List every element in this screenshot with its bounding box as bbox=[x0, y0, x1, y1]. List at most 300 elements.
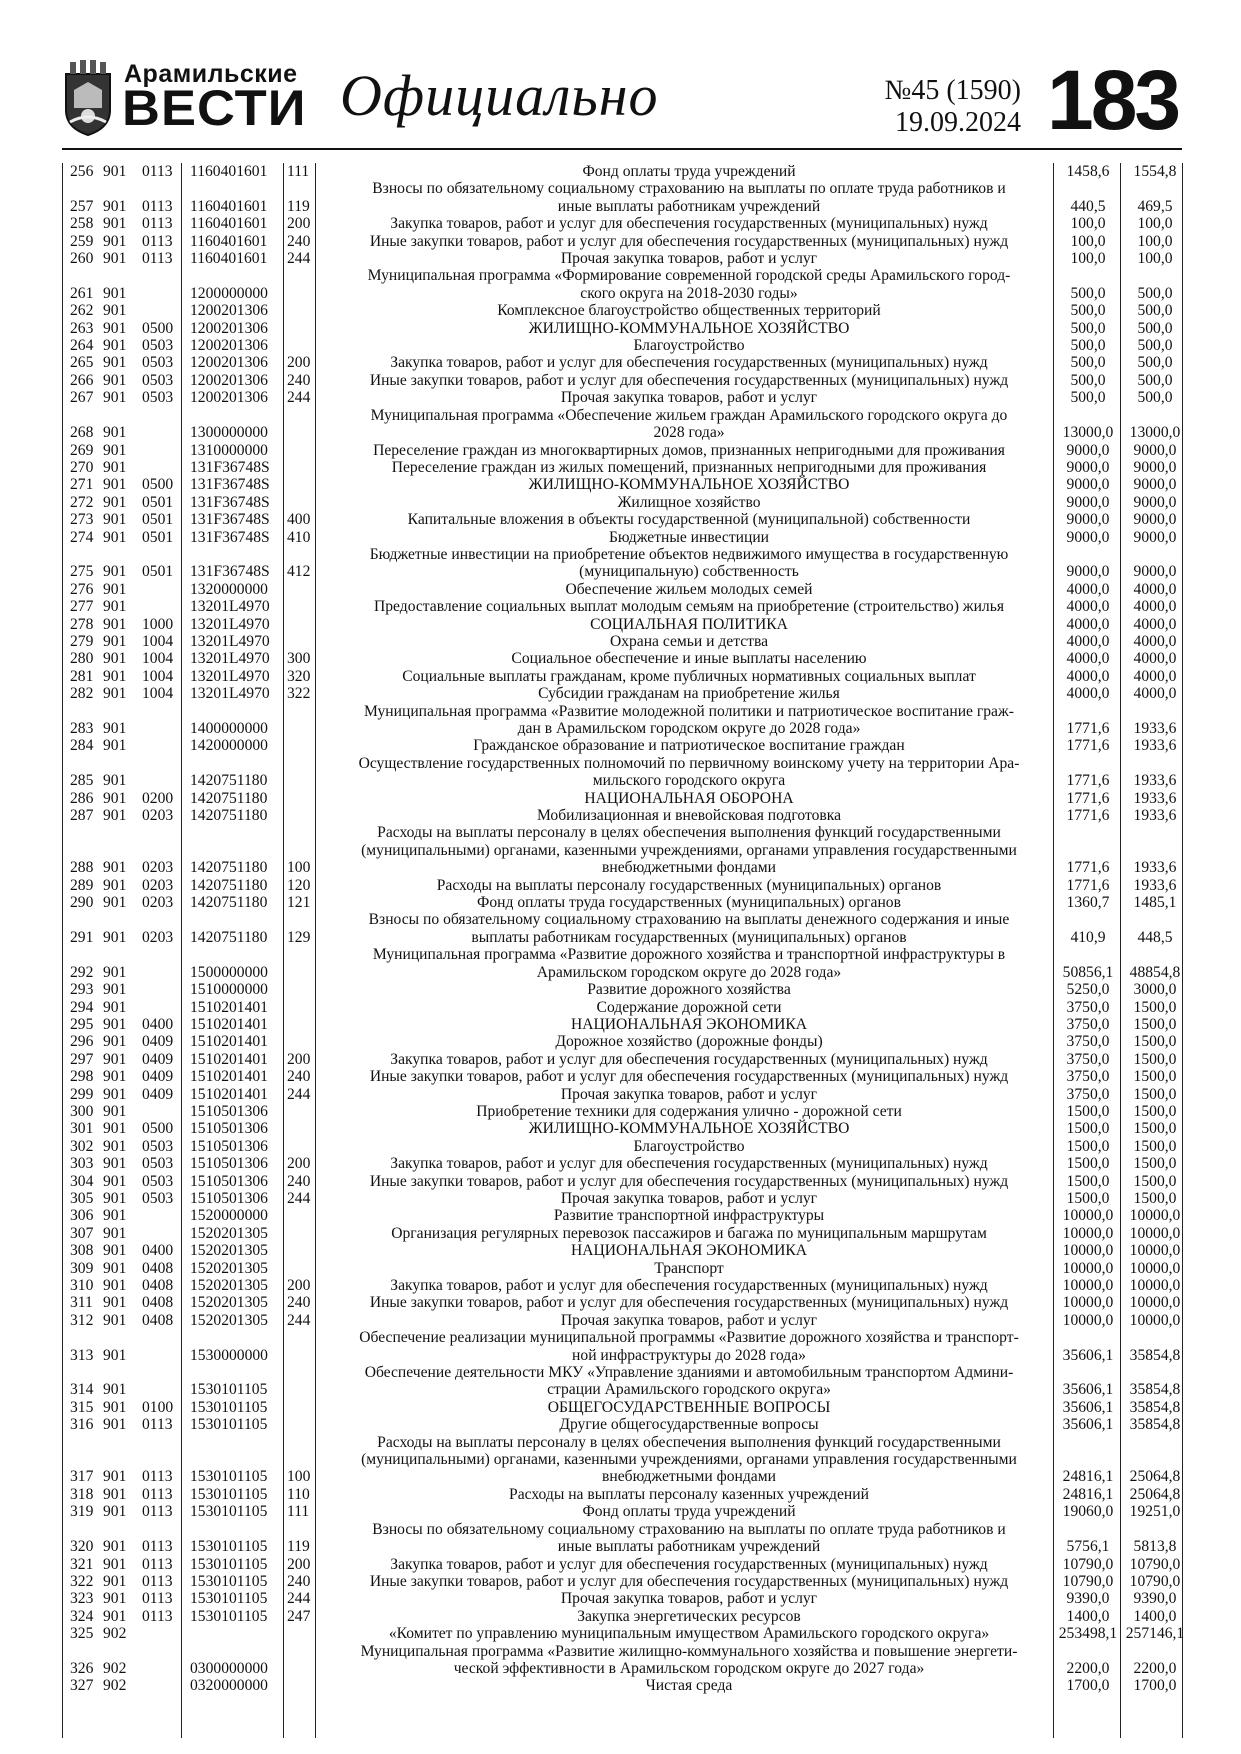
table-row bbox=[62, 442, 1182, 459]
amount-year-1: 4000,0 bbox=[1066, 685, 1110, 703]
amount-year-2: 1500,0 bbox=[1133, 1102, 1177, 1120]
expense-name-line: НАЦИОНАЛЬНАЯ ЭКОНОМИКА bbox=[570, 1015, 808, 1033]
table-row bbox=[62, 790, 1182, 807]
table-row bbox=[62, 598, 1182, 615]
table-row bbox=[62, 1068, 1182, 1085]
table-row bbox=[62, 1138, 1182, 1155]
amount-year-2: 1933,6 bbox=[1133, 807, 1177, 825]
expense-name-line: Расходы на выплаты персоналу государственных (муниципальных) органов bbox=[436, 876, 942, 894]
table-row bbox=[62, 807, 1182, 824]
admin-code: 901 bbox=[103, 807, 127, 825]
expense-name bbox=[324, 407, 1054, 442]
expense-name bbox=[324, 1399, 1054, 1416]
expense-type-code: 240 bbox=[287, 1294, 311, 1312]
table-row bbox=[62, 1086, 1182, 1103]
amount-year-2: 1500,0 bbox=[1133, 1015, 1177, 1033]
expense-name-line: Осуществление государственных полномочий по первичному воинскому учету на территории Ара- bbox=[358, 754, 1020, 772]
row-number: 293 bbox=[70, 981, 94, 999]
target-article-code: 1520201305 bbox=[190, 1311, 268, 1329]
expense-name-line: Иные закупки товаров, работ и услуг для обеспечения государственных (муниципальных) нужд bbox=[369, 371, 1009, 389]
amount-year-1: 1400,0 bbox=[1066, 1607, 1110, 1625]
target-article-code: 1510501306 bbox=[190, 1189, 268, 1207]
amount-year-2: 1933,6 bbox=[1133, 789, 1177, 807]
expense-name-line: Развитие дорожного хозяйства bbox=[587, 981, 791, 999]
amount-year-1: 410,9 bbox=[1070, 928, 1106, 946]
section-code: 0113 bbox=[142, 197, 173, 215]
amount-year-1: 4000,0 bbox=[1066, 667, 1110, 685]
table-row bbox=[62, 1573, 1182, 1590]
admin-code: 901 bbox=[103, 424, 127, 442]
expense-type-code: 244 bbox=[287, 1590, 311, 1608]
amount-year-2: 100,0 bbox=[1137, 215, 1173, 233]
amount-year-2: 4000,0 bbox=[1133, 667, 1177, 685]
target-article-code: 1510201401 bbox=[190, 1033, 268, 1051]
row-number: 303 bbox=[70, 1155, 94, 1173]
expense-type-code: 410 bbox=[287, 528, 311, 546]
row-number: 279 bbox=[70, 632, 94, 650]
amount-year-1: 500,0 bbox=[1070, 319, 1106, 337]
section-code: 0503 bbox=[142, 354, 174, 372]
admin-code: 901 bbox=[103, 685, 127, 703]
target-article-code: 1520201305 bbox=[190, 1277, 268, 1294]
amount-year-1: 1771,6 bbox=[1066, 737, 1110, 755]
row-number: 257 bbox=[70, 197, 94, 215]
expense-name bbox=[324, 1138, 1054, 1155]
expense-name-line: Муниципальная программа «Развитие молодежной политики и патриотическое воспитание граж- bbox=[364, 702, 1014, 720]
row-number: 314 bbox=[70, 1381, 94, 1399]
row-number: 322 bbox=[70, 1572, 94, 1590]
admin-code: 901 bbox=[103, 1311, 127, 1329]
expense-name-line: Прочая закупка товаров, работ и услуг bbox=[560, 1189, 818, 1207]
table-row bbox=[62, 1173, 1182, 1190]
row-number: 277 bbox=[70, 598, 94, 616]
section-code: 0503 bbox=[142, 371, 174, 389]
target-article-code: 0320000000 bbox=[190, 1677, 268, 1695]
expense-name bbox=[324, 703, 1054, 738]
expense-name bbox=[324, 755, 1054, 790]
amount-year-2: 1500,0 bbox=[1133, 1068, 1177, 1086]
expense-name-line: Закупка товаров, работ и услуг для обеспечения государственных (муниципальных) нужд bbox=[390, 215, 988, 233]
target-article-code: 1530101105 bbox=[190, 1381, 268, 1399]
expense-name-line: Муниципальная программа «Обеспечение жильем граждан Арамильского городского округа до bbox=[370, 406, 1008, 424]
admin-code: 901 bbox=[103, 197, 127, 215]
amount-year-2: 48854,8 bbox=[1129, 963, 1181, 981]
target-article-code: 1530101105 bbox=[190, 1485, 268, 1503]
section-code: 0203 bbox=[142, 876, 174, 894]
amount-year-1: 1771,6 bbox=[1066, 859, 1110, 877]
section-code: 0503 bbox=[142, 1137, 174, 1155]
amount-year-2: 1500,0 bbox=[1133, 998, 1177, 1016]
table-row bbox=[62, 1416, 1182, 1433]
expense-name-line: внебюджетными фондами bbox=[602, 859, 776, 877]
expense-name bbox=[324, 1643, 1054, 1678]
row-number: 319 bbox=[70, 1503, 94, 1521]
amount-year-1: 10000,0 bbox=[1062, 1259, 1114, 1277]
section-code: 0503 bbox=[142, 389, 174, 407]
table-row bbox=[62, 1329, 1182, 1364]
expense-name bbox=[324, 598, 1054, 615]
section-code: 0400 bbox=[142, 1242, 174, 1260]
row-number: 294 bbox=[70, 998, 94, 1016]
row-number: 283 bbox=[70, 719, 94, 737]
expense-name-line: Расходы на выплаты персоналу казенных учреждений bbox=[509, 1485, 869, 1503]
expense-name bbox=[324, 650, 1054, 667]
section-code: 0113 bbox=[142, 1590, 173, 1608]
amount-year-2: 1500,0 bbox=[1133, 1155, 1177, 1173]
admin-code: 901 bbox=[103, 876, 127, 894]
amount-year-1: 440,5 bbox=[1070, 197, 1106, 215]
section-code: 0409 bbox=[142, 1033, 174, 1051]
expense-name bbox=[324, 1503, 1054, 1520]
expense-name bbox=[324, 1364, 1054, 1399]
section-code: 1000 bbox=[142, 615, 174, 633]
amount-year-2: 25064,8 bbox=[1129, 1468, 1181, 1486]
amount-year-2: 500,0 bbox=[1137, 319, 1173, 337]
expense-name bbox=[324, 442, 1054, 459]
amount-year-2: 100,0 bbox=[1137, 232, 1173, 250]
expense-name-line: ЖИЛИЩНО-КОММУНАЛЬНОЕ ХОЗЯЙСТВО bbox=[528, 476, 850, 494]
admin-code: 901 bbox=[103, 598, 127, 616]
amount-year-1: 500,0 bbox=[1070, 284, 1106, 302]
amount-year-2: 100,0 bbox=[1137, 250, 1173, 268]
admin-code: 901 bbox=[103, 337, 127, 355]
expense-name-line: «Комитет по управлению муниципальным имуществом Арамильского городского округа» bbox=[388, 1625, 990, 1643]
amount-year-2: 35854,8 bbox=[1129, 1416, 1181, 1434]
amount-year-1: 10790,0 bbox=[1062, 1572, 1114, 1590]
admin-code: 901 bbox=[103, 772, 127, 790]
admin-code: 901 bbox=[103, 476, 127, 494]
page-header bbox=[0, 0, 1241, 150]
section-code: 0500 bbox=[142, 319, 174, 337]
amount-year-2: 10000,0 bbox=[1129, 1242, 1181, 1260]
row-number: 264 bbox=[70, 337, 94, 355]
admin-code: 901 bbox=[103, 1259, 127, 1277]
row-number: 260 bbox=[70, 250, 94, 268]
table-row bbox=[62, 215, 1182, 232]
expense-name bbox=[324, 981, 1054, 998]
target-article-code: 1510201401 bbox=[190, 1050, 268, 1068]
expense-type-code: 119 bbox=[287, 1538, 310, 1556]
target-article-code: 1530101105 bbox=[190, 1555, 268, 1573]
target-article-code: 1420751180 bbox=[190, 876, 268, 894]
row-number: 316 bbox=[70, 1416, 94, 1434]
expense-name-line: ЖИЛИЩНО-КОММУНАЛЬНОЕ ХОЗЯЙСТВО bbox=[528, 319, 850, 337]
target-article-code: 1200201306 bbox=[190, 302, 268, 320]
amount-year-2: 9000,0 bbox=[1133, 493, 1177, 511]
row-number: 265 bbox=[70, 354, 94, 372]
amount-year-2: 500,0 bbox=[1137, 371, 1173, 389]
table-row bbox=[62, 894, 1182, 911]
expense-name bbox=[324, 1312, 1054, 1329]
target-article-code: 13201L4970 bbox=[190, 598, 270, 616]
expense-name-line: Муниципальная программа «Формирование современной городской среды Арамильского город- bbox=[367, 267, 1011, 285]
amount-year-2: 1500,0 bbox=[1133, 1189, 1177, 1207]
amount-year-1: 500,0 bbox=[1070, 337, 1106, 355]
expense-name bbox=[324, 807, 1054, 824]
section-code: 1004 bbox=[142, 685, 174, 703]
target-article-code: 1420751180 bbox=[190, 928, 268, 946]
admin-code: 901 bbox=[103, 1381, 127, 1399]
expense-name bbox=[324, 1120, 1054, 1137]
admin-code: 901 bbox=[103, 1538, 127, 1556]
expense-name bbox=[324, 320, 1054, 337]
row-number: 296 bbox=[70, 1033, 94, 1051]
admin-code: 901 bbox=[103, 928, 127, 946]
table-row bbox=[62, 1016, 1182, 1033]
expense-name-line: Охрана семьи и детства bbox=[609, 632, 769, 650]
target-article-code: 13201L4970 bbox=[190, 650, 270, 668]
table-row bbox=[62, 320, 1182, 337]
expense-type-code: 400 bbox=[287, 511, 311, 529]
expense-name-line: иные выплаты работникам учреждений bbox=[557, 197, 821, 215]
expense-name-line: Гражданское образование и патриотическое воспитание граждан bbox=[473, 737, 905, 755]
target-article-code: 13201L4970 bbox=[190, 615, 270, 633]
admin-code: 901 bbox=[103, 737, 127, 755]
expense-name-line: Закупка товаров, работ и услуг для обеспечения государственных (муниципальных) нужд bbox=[390, 354, 988, 372]
row-number: 307 bbox=[70, 1224, 94, 1242]
row-number: 317 bbox=[70, 1468, 94, 1486]
amount-year-2: 1933,6 bbox=[1133, 772, 1177, 790]
amount-year-2: 1400,0 bbox=[1133, 1607, 1177, 1625]
expense-type-code: 240 bbox=[287, 1068, 311, 1086]
row-number: 309 bbox=[70, 1259, 94, 1277]
row-number: 324 bbox=[70, 1607, 94, 1625]
expense-name-line: Социальные выплаты гражданам, кроме публичных нормативных социальных выплат bbox=[402, 667, 976, 685]
section-code: 0408 bbox=[142, 1311, 174, 1329]
expense-type-code: 111 bbox=[287, 163, 310, 180]
admin-code: 902 bbox=[103, 1625, 127, 1643]
target-article-code: 1530101105 bbox=[190, 1607, 268, 1625]
target-article-code: 1510201401 bbox=[190, 1068, 268, 1086]
expense-name-line: Прочая закупка товаров, работ и услуг bbox=[560, 1085, 818, 1103]
amount-year-1: 1700,0 bbox=[1066, 1677, 1110, 1695]
row-number: 313 bbox=[70, 1346, 94, 1364]
table-row bbox=[62, 1503, 1182, 1520]
row-number: 308 bbox=[70, 1242, 94, 1260]
target-article-code: 1530000000 bbox=[190, 1346, 268, 1364]
table-row bbox=[62, 1312, 1182, 1329]
expense-name-line: Прочая закупка товаров, работ и услуг bbox=[560, 1311, 818, 1329]
amount-year-1: 1500,0 bbox=[1066, 1172, 1110, 1190]
amount-year-1: 35606,1 bbox=[1062, 1416, 1114, 1434]
expense-name bbox=[324, 616, 1054, 633]
admin-code: 902 bbox=[103, 1659, 127, 1677]
expense-type-code: 244 bbox=[287, 1085, 311, 1103]
expense-name-line: Расходы на выплаты персоналу в целях обеспечения выполнения функций государственными bbox=[377, 1433, 1001, 1451]
row-number: 259 bbox=[70, 232, 94, 250]
expense-type-code: 129 bbox=[287, 928, 311, 946]
table-row bbox=[62, 1294, 1182, 1311]
target-article-code: 1500000000 bbox=[190, 963, 268, 981]
amount-year-1: 19060,0 bbox=[1062, 1503, 1114, 1521]
target-article-code: 1320000000 bbox=[190, 580, 268, 598]
target-article-code: 131F36748S bbox=[190, 528, 270, 546]
row-number: 327 bbox=[70, 1677, 94, 1695]
amount-year-1: 5756,1 bbox=[1066, 1538, 1110, 1556]
amount-year-1: 500,0 bbox=[1070, 354, 1106, 372]
target-article-code: 1300000000 bbox=[190, 424, 268, 442]
amount-year-1: 5250,0 bbox=[1066, 981, 1110, 999]
table-row bbox=[62, 407, 1182, 442]
amount-year-1: 9390,0 bbox=[1066, 1590, 1110, 1608]
expense-type-code: 120 bbox=[287, 876, 311, 894]
amount-year-1: 9000,0 bbox=[1066, 458, 1110, 476]
table-row bbox=[62, 302, 1182, 319]
target-article-code: 1520201305 bbox=[190, 1242, 268, 1260]
admin-code: 901 bbox=[103, 632, 127, 650]
expense-name-line: Взносы по обязательному социальному страхованию на выплаты денежного содержания и иные bbox=[368, 911, 1010, 929]
amount-year-2: 9000,0 bbox=[1133, 476, 1177, 494]
target-article-code: 1510201401 bbox=[190, 998, 268, 1016]
expense-name-line: Муниципальная программа «Развитие дорожного хозяйства и транспортной инфраструктуры в bbox=[372, 946, 1006, 964]
amount-year-2: 500,0 bbox=[1137, 354, 1173, 372]
admin-code: 901 bbox=[103, 1120, 127, 1138]
admin-code: 901 bbox=[103, 528, 127, 546]
table-row bbox=[62, 668, 1182, 685]
expense-name-line: Закупка энергетических ресурсов bbox=[577, 1607, 801, 1625]
target-article-code: 1200201306 bbox=[190, 354, 268, 372]
amount-year-1: 24816,1 bbox=[1062, 1468, 1114, 1486]
expense-type-code: 200 bbox=[287, 215, 311, 233]
amount-year-2: 13000,0 bbox=[1129, 424, 1181, 442]
admin-code: 901 bbox=[103, 493, 127, 511]
target-article-code: 1420751180 bbox=[190, 894, 268, 912]
section-code: 0113 bbox=[142, 1468, 173, 1486]
amount-year-1: 1500,0 bbox=[1066, 1120, 1110, 1138]
expense-name bbox=[324, 1207, 1054, 1224]
admin-code: 901 bbox=[103, 615, 127, 633]
expense-name-line: Прочая закупка товаров, работ и услуг bbox=[560, 389, 818, 407]
expense-type-code: 200 bbox=[287, 1155, 311, 1173]
expense-name bbox=[324, 233, 1054, 250]
expense-name bbox=[324, 250, 1054, 267]
row-number: 282 bbox=[70, 685, 94, 703]
expense-name bbox=[324, 1329, 1054, 1364]
expense-name bbox=[324, 1016, 1054, 1033]
page-number: 183 bbox=[1047, 53, 1179, 147]
admin-code: 901 bbox=[103, 667, 127, 685]
row-number: 321 bbox=[70, 1555, 94, 1573]
row-number: 320 bbox=[70, 1538, 94, 1556]
row-number: 306 bbox=[70, 1207, 94, 1225]
target-article-code: 1510501306 bbox=[190, 1137, 268, 1155]
expense-name-line: Мобилизационная и вневойсковая подготовка bbox=[536, 807, 842, 825]
row-number: 315 bbox=[70, 1398, 94, 1416]
row-number: 256 bbox=[70, 163, 94, 180]
expense-name-line: Закупка товаров, работ и услуг для обеспечения государственных (муниципальных) нужд bbox=[390, 1155, 988, 1173]
target-article-code: 1200000000 bbox=[190, 284, 268, 302]
row-number: 304 bbox=[70, 1172, 94, 1190]
amount-year-1: 500,0 bbox=[1070, 371, 1106, 389]
table-row bbox=[62, 999, 1182, 1016]
amount-year-1: 3750,0 bbox=[1066, 1085, 1110, 1103]
table-row bbox=[62, 1103, 1182, 1120]
amount-year-2: 4000,0 bbox=[1133, 632, 1177, 650]
table-row bbox=[62, 946, 1182, 981]
expense-name bbox=[324, 1086, 1054, 1103]
expense-type-code: 200 bbox=[287, 1555, 311, 1573]
row-number: 284 bbox=[70, 737, 94, 755]
table-row bbox=[62, 824, 1182, 876]
amount-year-1: 4000,0 bbox=[1066, 598, 1110, 616]
amount-year-1: 50856,1 bbox=[1062, 963, 1114, 981]
table-row bbox=[62, 180, 1182, 215]
section-code: 0409 bbox=[142, 1085, 174, 1103]
admin-code: 901 bbox=[103, 1085, 127, 1103]
target-article-code: 1530101105 bbox=[190, 1572, 268, 1590]
table-row bbox=[62, 981, 1182, 998]
table-row bbox=[62, 233, 1182, 250]
target-article-code: 1420751180 bbox=[190, 789, 268, 807]
amount-year-2: 1500,0 bbox=[1133, 1137, 1177, 1155]
row-number: 310 bbox=[70, 1277, 94, 1294]
target-article-code: 1510201401 bbox=[190, 1015, 268, 1033]
section-code: 0203 bbox=[142, 807, 174, 825]
amount-year-2: 257146,1 bbox=[1125, 1625, 1185, 1643]
table-row bbox=[62, 1207, 1182, 1224]
amount-year-2: 4000,0 bbox=[1133, 598, 1177, 616]
table-row bbox=[62, 633, 1182, 650]
amount-year-1: 500,0 bbox=[1070, 302, 1106, 320]
table-row bbox=[62, 1399, 1182, 1416]
expense-name-line: ной инфраструктуры до 2028 года» bbox=[572, 1346, 806, 1364]
amount-year-1: 1500,0 bbox=[1066, 1137, 1110, 1155]
expense-name-line: Дорожное хозяйство (дорожные фонды) bbox=[555, 1033, 823, 1051]
row-number: 278 bbox=[70, 615, 94, 633]
section-code: 0113 bbox=[142, 163, 173, 180]
expense-name bbox=[324, 1625, 1054, 1642]
expense-name bbox=[324, 1294, 1054, 1311]
section-code: 0503 bbox=[142, 1189, 174, 1207]
row-number: 325 bbox=[70, 1625, 94, 1643]
expense-name-line: Комплексное благоустройство общественных территорий bbox=[497, 302, 881, 320]
section-code: 0409 bbox=[142, 1050, 174, 1068]
amount-year-2: 25064,8 bbox=[1129, 1485, 1181, 1503]
expense-name-line: Прочая закупка товаров, работ и услуг bbox=[560, 250, 818, 268]
section-code: 0408 bbox=[142, 1294, 174, 1312]
amount-year-2: 1933,6 bbox=[1133, 719, 1177, 737]
amount-year-2: 1500,0 bbox=[1133, 1085, 1177, 1103]
section-code: 0500 bbox=[142, 476, 174, 494]
table-row bbox=[62, 476, 1182, 493]
amount-year-2: 9000,0 bbox=[1133, 458, 1177, 476]
expense-name bbox=[324, 302, 1054, 319]
table-row bbox=[62, 581, 1182, 598]
target-article-code: 1200201306 bbox=[190, 319, 268, 337]
table-row bbox=[62, 1190, 1182, 1207]
expense-name bbox=[324, 1434, 1054, 1486]
amount-year-1: 10000,0 bbox=[1062, 1277, 1114, 1294]
amount-year-2: 9000,0 bbox=[1133, 528, 1177, 546]
row-number: 326 bbox=[70, 1659, 94, 1677]
table-row bbox=[62, 1521, 1182, 1556]
expense-name-line: Фонд оплаты труда учреждений bbox=[582, 1503, 796, 1521]
expense-name-line: ЖИЛИЩНО-КОММУНАЛЬНОЕ ХОЗЯЙСТВО bbox=[528, 1120, 850, 1138]
table-row bbox=[62, 1434, 1182, 1486]
admin-code: 901 bbox=[103, 789, 127, 807]
amount-year-2: 1485,1 bbox=[1133, 894, 1177, 912]
amount-year-1: 1771,6 bbox=[1066, 789, 1110, 807]
admin-code: 901 bbox=[103, 1242, 127, 1260]
admin-code: 901 bbox=[103, 1468, 127, 1486]
expense-name bbox=[324, 1608, 1054, 1625]
row-number: 258 bbox=[70, 215, 94, 233]
amount-year-2: 1500,0 bbox=[1133, 1033, 1177, 1051]
expense-name-line: Социальное обеспечение и иные выплаты населению bbox=[511, 650, 867, 668]
section-code: 0113 bbox=[142, 215, 173, 233]
amount-year-1: 35606,1 bbox=[1062, 1346, 1114, 1364]
amount-year-2: 1933,6 bbox=[1133, 737, 1177, 755]
